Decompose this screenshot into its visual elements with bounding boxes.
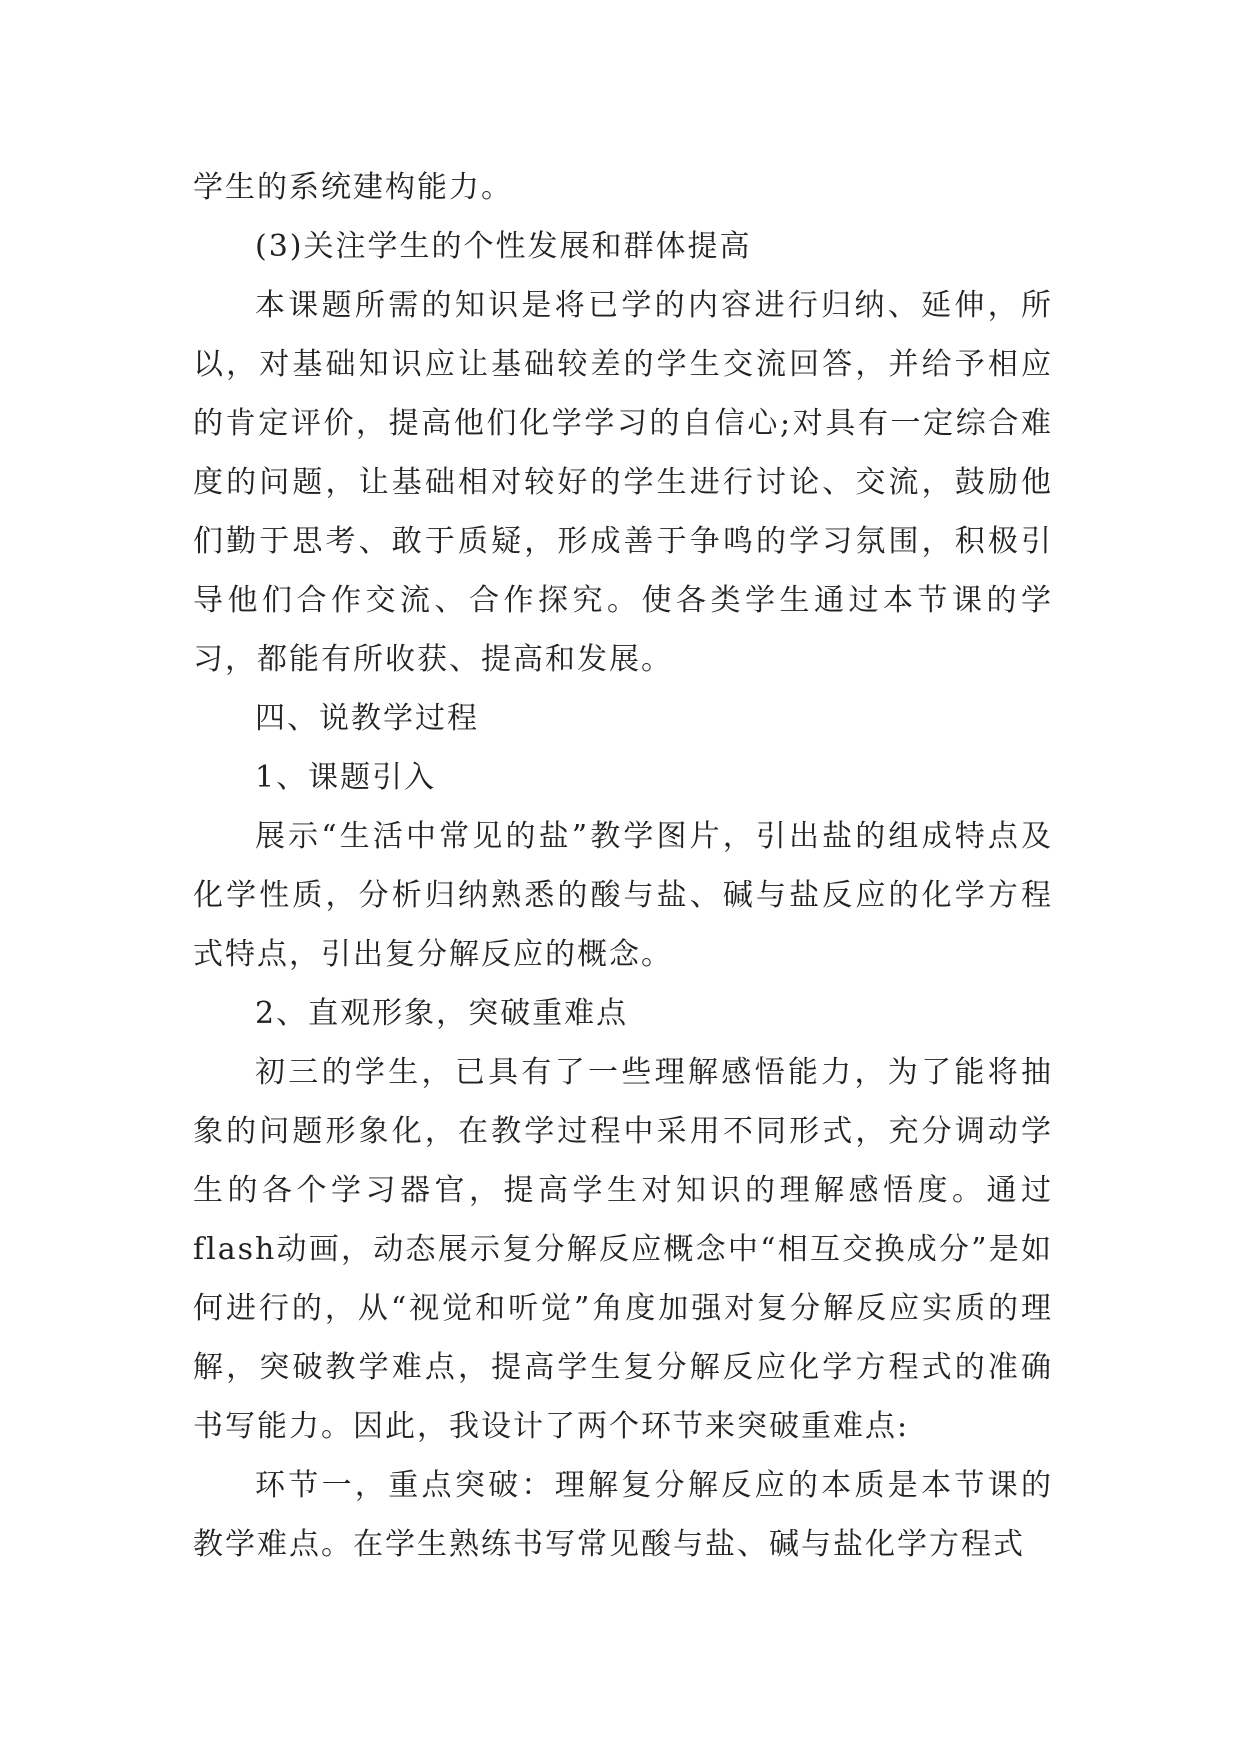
- paragraph-6: 展示“生活中常见的盐”教学图片，引出盐的组成特点及化学性质，分析归纳熟悉的酸与盐、碱与盐反应的化学方程式特点，引出复分解反应的概念。: [193, 819, 1053, 972]
- paragraph-8: 初三的学生，已具有了一些理解感悟能力，为了能将抽象的问题形象化，在教学过程中采用不同形式，充分调动学生的各个学习器官，提高学生对知识的理解感悟度。通过flash动画，动态展示复分解反应概念中“相互交换成分”是如何进行的，从“视觉和听觉”角度加强对复分解反应实质的理解，突破教学难点，提高学生复分解反应化学方程式的准确书写能力。因此，我设计了两个环节来突破重难点:: [193, 1055, 1053, 1444]
- subheading-2: 2、直观形象，突破重难点: [255, 996, 629, 1031]
- paragraph-3: 本课题所需的知识是将已学的内容进行归纳、延伸，所以，对基础知识应让基础较差的学生交流回答，并给予相应的肯定评价，提高他们化学学习的自信心;对具有一定综合难度的问题，让基础相对较好的学生进行讨论、交流，鼓励他们勤于思考、敢于质疑，形成善于争鸣的学习氛围，积极引导他们合作交流、合作探究。使各类学生通过本节课的学习，都能有所收获、提高和发展。: [193, 288, 1053, 677]
- subheading-1: 1、课题引入: [255, 760, 437, 795]
- paragraph-9: 环节一，重点突破：理解复分解反应的本质是本节课的教学难点。在学生熟练书写常见酸与盐、碱与盐化学方程式: [193, 1468, 1053, 1562]
- document-body: [193, 158, 1053, 1574]
- paragraph-1: 学生的系统建构能力。: [193, 170, 513, 205]
- section-heading-4: 四、说教学过程: [255, 701, 479, 736]
- paragraph-heading-3: (3)关注学生的个性发展和群体提高: [255, 229, 752, 264]
